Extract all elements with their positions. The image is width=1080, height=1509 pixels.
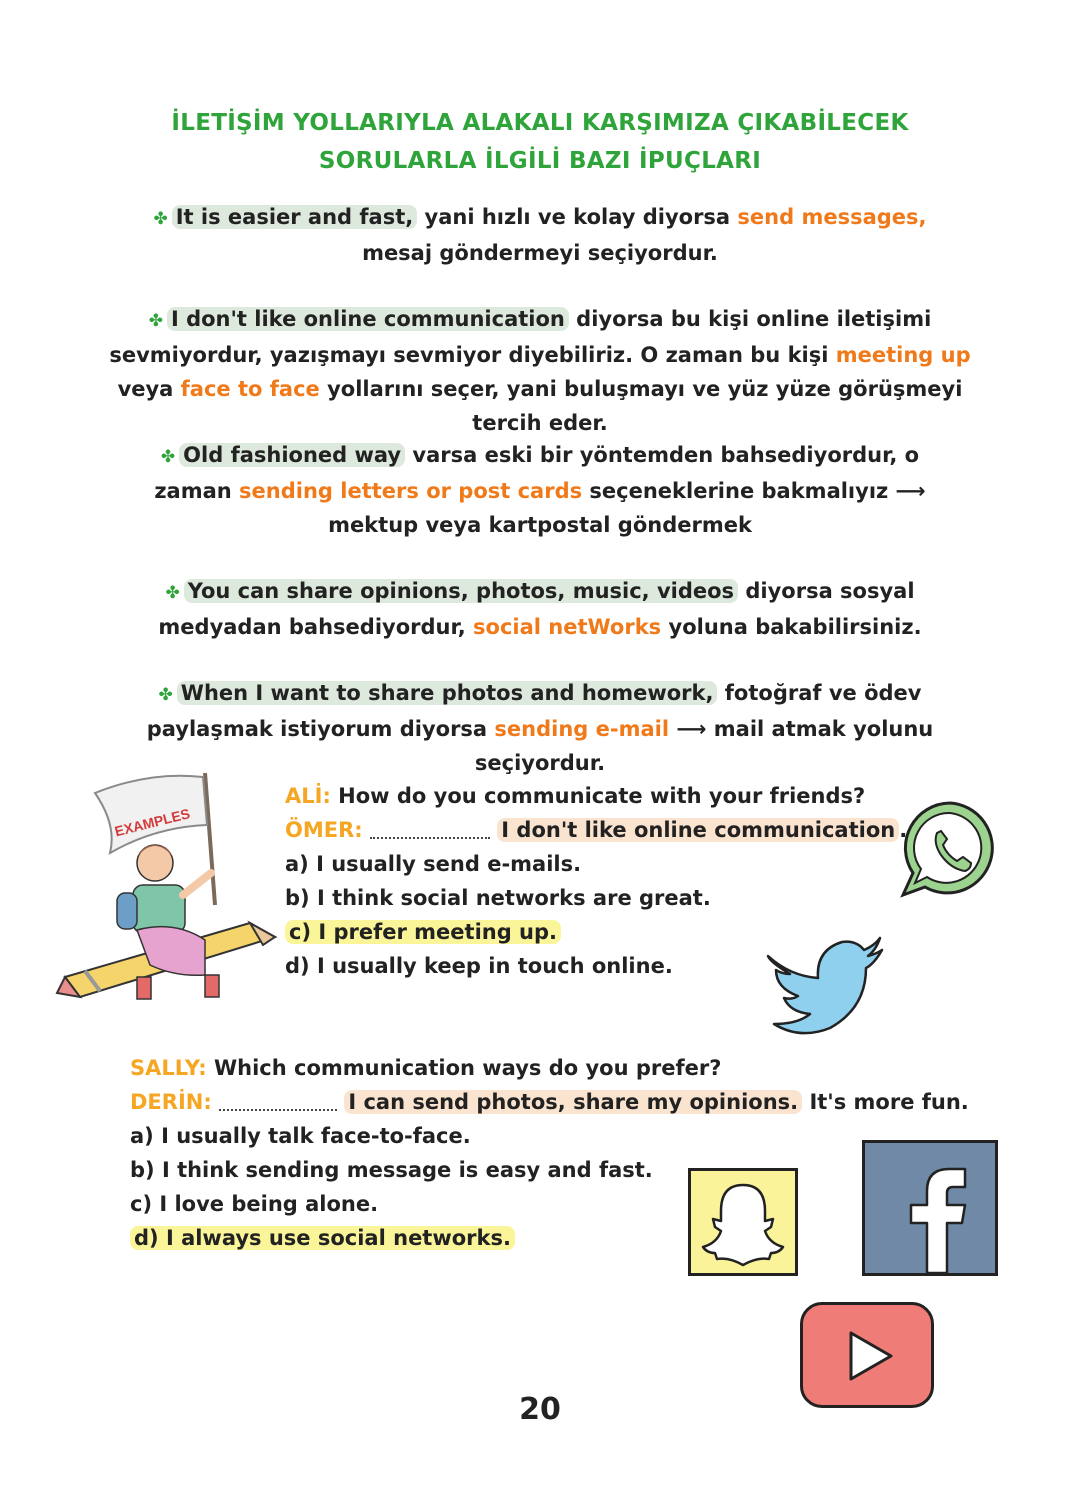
example-1-question-line [285, 784, 865, 808]
page-title-line-2: SORULARLA İLGİLİ BAZI İPUÇLARI [318, 148, 762, 174]
snapchat-ghost-icon [691, 1171, 795, 1273]
answer-blank [219, 1095, 337, 1111]
twitter-bird-icon [760, 928, 885, 1043]
tip-text: fotoğraf ve ödev paylaşmak istiyorum diyorsa [146, 681, 922, 741]
example-1-response-line [285, 818, 907, 842]
snapchat-logo [688, 1168, 798, 1276]
correct-answer: d) I always use social networks. [130, 1226, 515, 1250]
tip-text: yoluna bakabilirsiniz. [661, 615, 922, 639]
tip-answer: meeting up [835, 343, 971, 367]
option-b: b) I think sending message is easy and fast. [130, 1158, 653, 1182]
facebook-logo [862, 1140, 998, 1276]
example-1-response: I don't like online communication [497, 818, 899, 842]
tip-3 [130, 438, 950, 542]
examples-illustration [55, 765, 280, 1015]
tip-key-phrase: It is easier and fast, [172, 205, 417, 229]
clover-bullet-icon: ✤ [153, 209, 168, 229]
answer-blank [370, 823, 490, 839]
option-c: c) I love being alone. [130, 1192, 379, 1216]
tip-4 [130, 574, 950, 644]
speaker-ali: ALİ: [285, 784, 331, 808]
tip-2 [100, 302, 980, 440]
play-icon [803, 1305, 931, 1405]
tip-text: diyorsa bu kişi online iletişimi sevmiyordur, yazışmayı sevmiyor diyebiliriz. O zaman bu kişi [109, 307, 932, 367]
tip-text: yollarını seçer, yani buluşmayı ve yüz yüze görüşmeyi tercih eder. [319, 377, 963, 435]
twitter-logo [760, 928, 885, 1043]
tip-1 [130, 200, 950, 270]
whatsapp-logo [895, 795, 1005, 905]
tip-text: seçeneklerine bakmalıyız ⟶ mektup veya kartpostal göndermek [328, 479, 926, 537]
facebook-f-icon [865, 1143, 995, 1273]
page-title-line-1: İLETİŞİM YOLLARIYLA ALAKALI KARŞIMIZA ÇIKABİLECEK [171, 110, 909, 136]
option-b: b) I think social networks are great. [285, 886, 711, 910]
tip-key-phrase: When I want to share photos and homework, [177, 681, 718, 705]
tip-answer: sending e-mail [494, 717, 670, 741]
tip-answer: send messages, [737, 205, 927, 229]
tip-answer: face to face [180, 377, 320, 401]
clover-bullet-icon: ✤ [160, 447, 176, 467]
example-1-response-end: . [899, 818, 908, 842]
page-number: 20 [519, 1392, 561, 1427]
speaker-sally: SALLY: [130, 1056, 207, 1080]
example-2-response: I can send photos, share my opinions. [344, 1090, 802, 1114]
clover-bullet-icon: ✤ [148, 311, 163, 331]
clover-bullet-icon: ✤ [158, 685, 173, 705]
tip-text: mesaj göndermeyi seçiyordur. [362, 241, 718, 265]
tip-text: diyorsa sosyal medyadan bahsediyordur, [158, 579, 915, 639]
tip-text: veya [117, 377, 181, 401]
example-2-question-line [130, 1056, 721, 1080]
example-1-question: How do you communicate with your friends? [338, 784, 866, 808]
option-a: a) I usually send e-mails. [285, 852, 582, 876]
speaker-derin: DERİN: [130, 1090, 212, 1114]
clover-bullet-icon: ✤ [165, 583, 180, 603]
tip-key-phrase: Old fashioned way [179, 443, 405, 467]
tip-text: varsa eski bir yöntemden bahsediyordur, o zaman [154, 443, 920, 503]
girl-on-pencil-icon [55, 765, 280, 1015]
whatsapp-icon [895, 795, 1005, 905]
tip-key-phrase: You can share opinions, photos, music, videos [184, 579, 738, 603]
tip-answer: sending letters or post cards [239, 479, 583, 503]
tip-text: ⟶ mail atmak yolunu seçiyordur. [474, 717, 934, 775]
option-a: a) I usually talk face-to-face. [130, 1124, 471, 1148]
option-d-correct [130, 1226, 515, 1250]
option-c-correct [285, 920, 561, 944]
speaker-omer: ÖMER: [285, 818, 363, 842]
flag-label: EXAMPLES [112, 805, 192, 840]
example-2-response-line [130, 1090, 969, 1114]
example-2-question: Which communication ways do you prefer? [213, 1056, 722, 1080]
tip-answer: social netWorks [473, 615, 662, 639]
example-2-response-end: It's more fun. [802, 1090, 969, 1114]
tip-key-phrase: I don't like online communication [167, 307, 569, 331]
tip-text: yani hızlı ve kolay diyorsa [417, 205, 738, 229]
correct-answer: c) I prefer meeting up. [285, 920, 561, 944]
option-d: d) I usually keep in touch online. [285, 954, 673, 978]
